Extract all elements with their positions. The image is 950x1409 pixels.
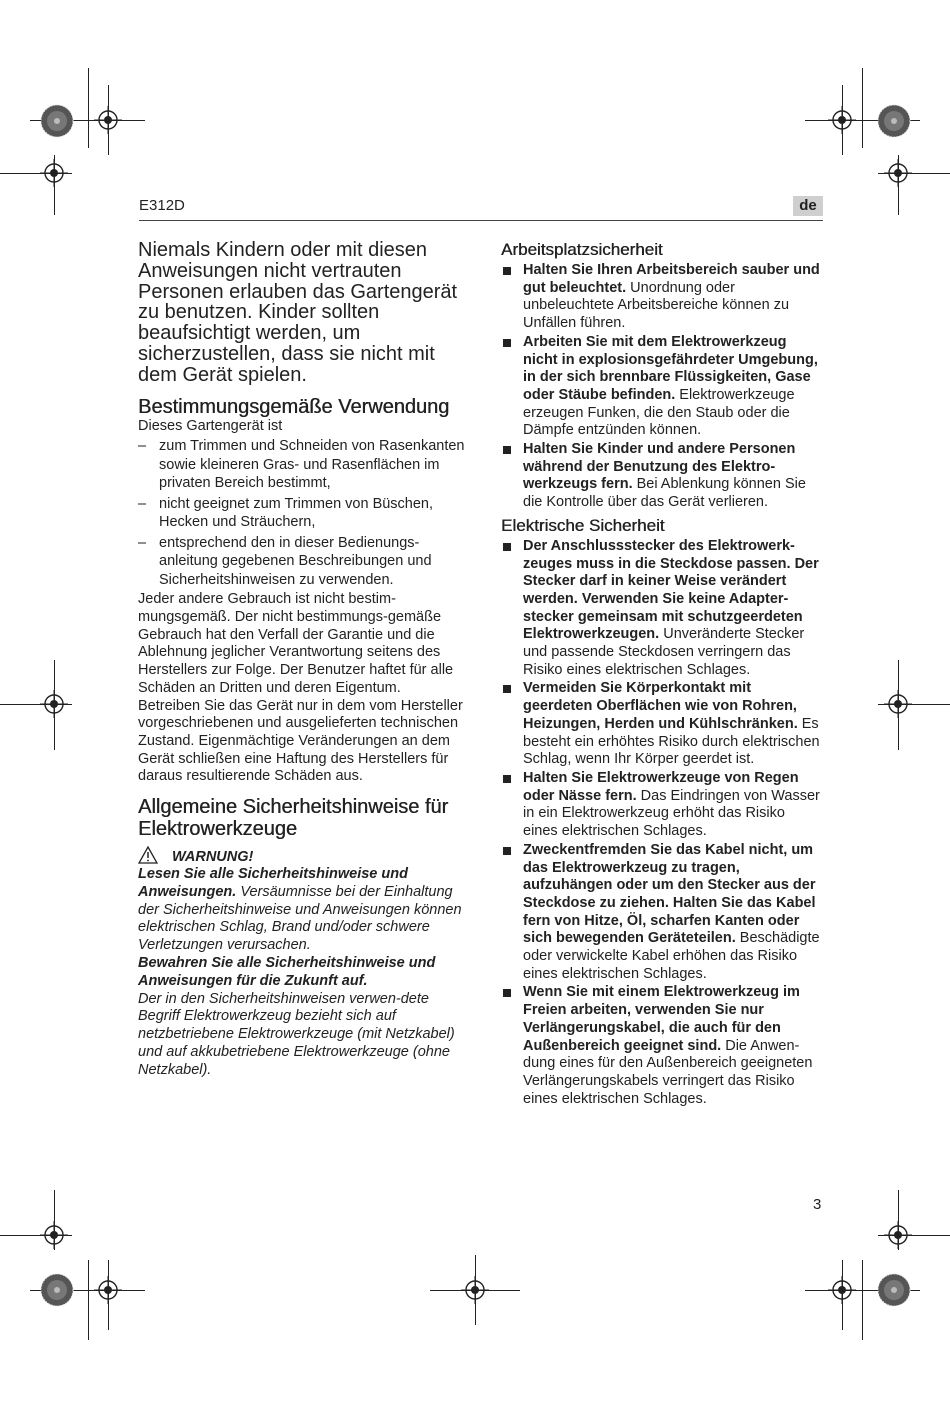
usage-paragraph: Betreiben Sie das Gerät nur in dem vom Hersteller vorgeschriebenen und ausgelieferten technischen Zustand. Eigenmächtige Veränderungen an dem Gerät schließen eine Haftung des Herstellers für daraus resultierende Schäden aus.	[138, 697, 463, 785]
registration-mark-icon	[461, 1276, 489, 1304]
usage-heading: Bestimmungsgemäße Verwendung	[138, 395, 450, 418]
color-rosette-icon	[40, 1273, 74, 1307]
safety-heading: Allgemeine Sicherheitshinweise für Elektrowerkzeuge	[138, 796, 449, 841]
workplace-heading: Arbeitsplatzsicherheit	[501, 240, 663, 259]
intro-paragraph: Niemals Kindern oder mit diesen Anweisungen nicht vertrauten Personen erlauben das Gartengerät zu benutzen. Kinder sollten beaufsichtigt werden, um sicherzustellen, dass sie nicht mit dem Gerät spielen.	[138, 239, 458, 386]
list-item: Halten Sie Ihren Arbeitsbereich sauber und gut beleuchtet. Unordnung oder unbeleuchtete Arbeitsbereiche können zu Unfällen führen.	[501, 262, 823, 333]
registration-mark-icon	[94, 106, 122, 134]
list-item: – zum Trimmen und Schneiden von Rasenkanten sowie kleineren Gras- und Rasenflächen im privaten Bereich bestimmt,	[138, 438, 465, 492]
registration-mark-icon	[40, 159, 68, 187]
right-column	[501, 240, 823, 1112]
list-item: – nicht geeignet zum Trimmen von Büschen, Hecken und Sträuchern,	[138, 495, 434, 531]
color-rosette-icon	[877, 1273, 911, 1307]
usage-paragraph: Jeder andere Gebrauch ist nicht bestim-mungsgemäß. Der nicht bestimmungs-gemäße Gebrauch hat den Verfall der Garantie und die Ablehnung jeglicher Verantwortung seitens des Herstellers zur Folge. Der Benutzer haftet für alle Schäden an Dritten und deren Eigentum.	[138, 591, 454, 696]
list-item: Halten Sie Kinder und andere Personen während der Benutzung des Elektro-werkzeugs fern. Bei Ablenkung können Sie die Kontrolle über das Gerät verlieren.	[501, 441, 823, 512]
list-item: Wenn Sie mit einem Elektrowerkzeug im Freien arbeiten, verwenden Sie nur Verlängerungskabel, die auch für den Außenbereich geeignet sind. Die Anwen-dung eines für den Außenbereich geeigneten Verlängerungskabels verringert das Risiko eines elektrischen Schlages.	[501, 984, 823, 1108]
warning-triangle-icon	[138, 846, 158, 864]
registration-mark-icon	[884, 690, 912, 718]
usage-list	[138, 437, 468, 589]
list-item: Halten Sie Elektrowerkzeuge von Regen oder Nässe fern. Das Eindringen von Wasser in ein Elektrowerkzeug erhöht das Risiko eines elektrischen Schlages.	[501, 770, 823, 841]
list-item: Zweckentfremden Sie das Kabel nicht, um das Elektrowerkzeug zu tragen, aufzuhängen oder um den Stecker aus der Steckdose zu ziehen. Halten Sie das Kabel fern von Hitze, Öl, scharfen Kanten oder sich bewegenden Geräteteilen. Beschädigte oder verwickelte Kabel erhöhen das Risiko eines elektrischen Schlages.	[501, 842, 823, 984]
list-item: Der Anschlussstecker des Elektrowerk-zeuges muss in die Steckdose passen. Der Stecker darf in keiner Weise verändert werden. Verwenden Sie keine Adapter-stecker gemeinsam mit schutzgeerdeten Elektrowerkzeugen. Unveränderte Stecker und passende Steckdosen verringern das Risiko eines elektrischen Schlages.	[501, 538, 823, 680]
warning-paragraph: Der in den Sicherheitshinweisen verwen-dete Begriff Elektrowerkzeug bezieht sich auf netzbetriebene Elektrowerkzeuge (mit Netzkabel) und auf akkubetriebene Elektrowerkzeuge (ohne Netzkabel).	[138, 990, 455, 1078]
list-item: – entsprechend den in dieser Bedienungs-anleitung gegebenen Beschreibungen und Sicherheitshinweisen zu verwenden.	[138, 534, 432, 588]
registration-mark-icon	[40, 690, 68, 718]
warning-paragraph: Lesen Sie alle Sicherheitshinweise und Anweisungen. Versäumnisse bei der Einhaltung der Sicherheitshinweise und Anweisungen können elektrischen Schlag, Brand und/oder schwere Verletzungen verursachen.	[138, 866, 462, 954]
registration-mark-icon	[828, 106, 856, 134]
color-rosette-icon	[40, 104, 74, 138]
language-tag: de	[793, 196, 823, 216]
registration-mark-icon	[94, 1276, 122, 1304]
electric-heading: Elektrische Sicherheit	[501, 515, 665, 535]
electric-list	[501, 538, 823, 1109]
model-number: E312D	[139, 197, 185, 214]
list-item: Vermeiden Sie Körperkontakt mit geerdeten Oberflächen wie von Rohren, Heizungen, Herden und Kühlschränken. Es besteht ein erhöhtes Risiko durch elektrischen Schlag, wenn Ihr Körper geerdet ist.	[501, 680, 823, 769]
page-number: 3	[813, 1196, 822, 1213]
warning-paragraph: Bewahren Sie alle Sicherheitshinweise und Anweisungen für die Zukunft auf.	[138, 955, 436, 989]
warning-label: WARNUNG!	[172, 849, 254, 866]
header-divider	[139, 220, 823, 221]
list-item: Arbeiten Sie mit dem Elektrowerkzeug nicht in explosionsgefährdeter Umgebung, in der sich brennbare Flüssigkeiten, Gase oder Stäube befinden. Elektrowerkzeuge erzeugen Funken, die den Staub oder die Dämpfe entzünden können.	[501, 334, 823, 440]
registration-mark-icon	[884, 159, 912, 187]
registration-mark-icon	[40, 1221, 68, 1249]
workplace-list	[501, 262, 823, 512]
registration-mark-icon	[884, 1221, 912, 1249]
left-column	[138, 240, 468, 1080]
color-rosette-icon	[877, 104, 911, 138]
warning-row	[138, 846, 468, 866]
registration-mark-icon	[828, 1276, 856, 1304]
usage-lead: Dieses Gartengerät ist	[138, 417, 283, 434]
